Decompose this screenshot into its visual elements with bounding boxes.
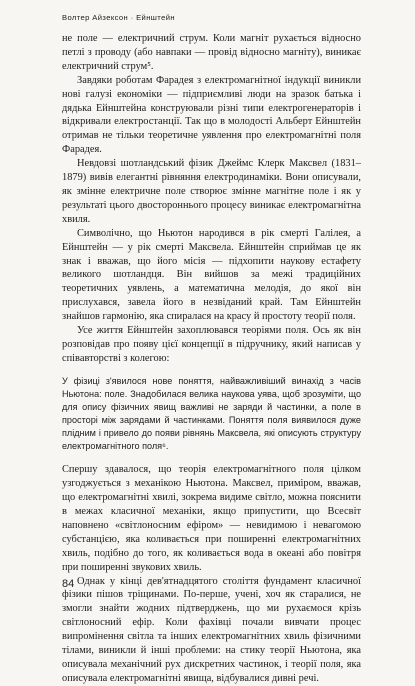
block-quote: У фізиці з'явилося нове поняття, найважливіший винахід з часів Ньютона: поле. Знадобилася велика наукова уява, щоб зрозуміти, що для опису фізичних явищ важливі не заряди й частинки, а поле в просторі між зарядами й частинками. Поняття поля виявилося дуже плідним і привело до появи рівнянь Максвела, які описують структуру електромагнітного поля⁶.: [62, 375, 361, 452]
paragraph-4: Символічно, що Ньютон народився в рік смерті Галілея, а Ейнштейн — у рік смерті Максвела. Ейнштейн сприймав це як знак і вважав, що його місія — підхопити наукову естафету великого шотландця. Він вийшов за межі традиційних теоретичних уявлень, а математична мелодія, до якої він прислухався, завела його в незвіданий край. Там Ейнштейн знайшов гармонію, яка спиралася на красу й простоту теорії поля.: [62, 227, 361, 323]
paragraph-1: не поле — електричний струм. Коли магніт рухається відносно петлі з проводу (або навпаки — провід відносно магніту), виникає електричний струм⁵.: [62, 33, 361, 72]
running-head: Волтер Айзексон · Ейнштейн: [62, 13, 175, 22]
paragraph-3: Невдовзі шотландський фізик Джеймс Клерк Максвел (1831–1879) вивів елегантні рівняння електродинаміки. Вони описували, як змінне електричне поле створює змінне магнітне поле і як у результаті цього двостороннього процесу виникає електромагнітна хвиля.: [62, 158, 361, 225]
page-number: 84: [62, 578, 75, 590]
paragraph-6: Спершу здавалося, що теорія електромагнітного поля цілком узгоджується з механікою Ньютона. Максвел, приміром, вважав, що електромагнітні хвилі, зокрема видиме світло, можна пояснити в межах класичної механіки, якщо припустити, що Всесвіт наповнено «світлоносним ефіром» — невидимою і невагомою субстанцією, яка коливається при поширенні електромагнітних хвиль, подібно до того, як коливається вода в океані або повітря при поширенні звукових хвиль.: [62, 464, 361, 573]
page-body: [62, 32, 361, 686]
paragraph-2: Завдяки роботам Фарадея з електромагнітної індукції виникли нові галузі економіки — підприємливі люди на зразок батька і дядька Ейнштейна конструювали різні типи електрогенераторів і відкривали електростанції. Так що в молодості Альберт Ейнштейн отримав не тільки теоретичне уявлення про електромагнітні поля Фарадея.: [62, 74, 361, 156]
paragraph-5: Усе життя Ейнштейн захоплювався теоріями поля. Ось як він розповідав про появу цієї концепції в підручнику, який написав у співавторстві з колегою:: [62, 325, 361, 364]
paragraph-7: Однак у кінці дев'ятнадцятого століття фундамент класичної фізики пішов тріщинами. По-перше, учені, хоч як старалися, не змогли знайти жодних підтверджень, що ми рухаємося крізь світлоносний ефір. Коли фахівці почали вивчати процес випромінення світла та інших електромагнітних хвиль фізичними тілами, виникли й інші проблеми: на стику теорії Ньютона, яка описувала механічний рух дискретних частинок, і теорії поля, яка описувала електромагнітні явища, відбувалися дивні речі.: [62, 575, 361, 684]
